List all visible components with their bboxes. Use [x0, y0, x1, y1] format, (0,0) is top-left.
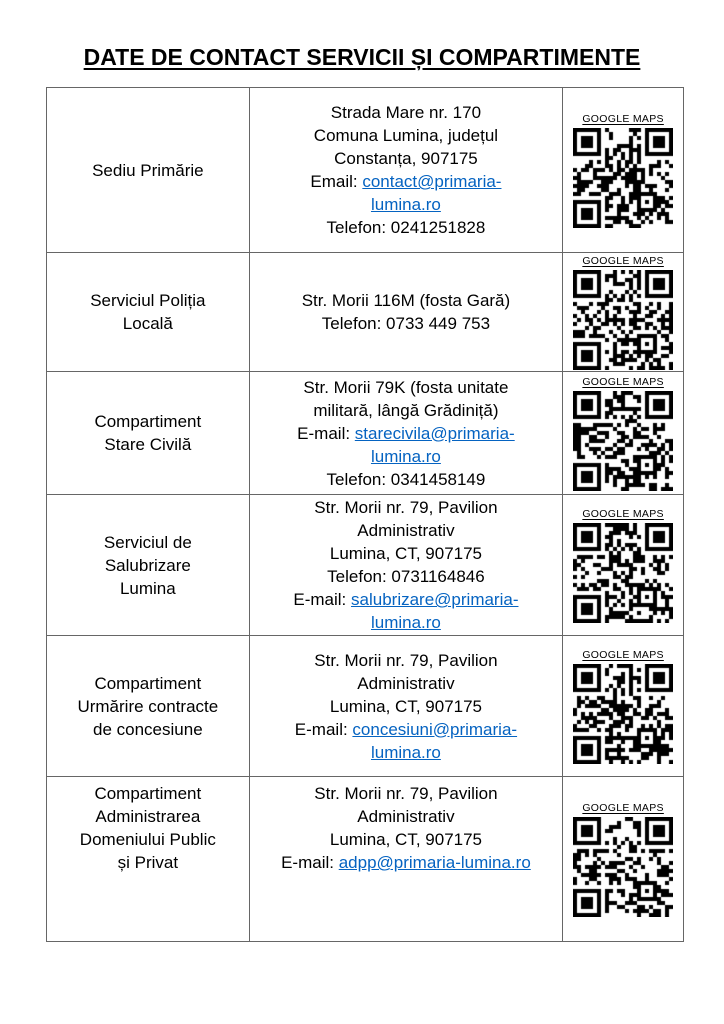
qr-code[interactable] — [573, 391, 673, 491]
contact-details-line — [371, 611, 441, 634]
google-maps-link[interactable]: GOOGLE MAPS — [582, 648, 664, 661]
contact-details-line — [314, 782, 497, 805]
contact-details-line — [314, 124, 498, 147]
contact-details-line — [330, 542, 482, 565]
email-link[interactable]: lumina.ro — [370, 195, 441, 214]
qr-code[interactable] — [573, 664, 673, 764]
service-name-line: Domeniului Public — [79, 830, 216, 849]
qr-code[interactable] — [573, 523, 673, 623]
contact-details-line — [314, 649, 497, 672]
service-name-cell — [47, 777, 250, 942]
service-name-line: Administrarea — [95, 807, 201, 826]
contact-details-line — [327, 216, 486, 239]
contact-text: Strada Mare nr. 170 — [330, 103, 482, 122]
table-row — [47, 372, 684, 495]
contact-details-cell — [250, 636, 564, 777]
service-name-line: Locală — [122, 314, 173, 333]
qr-code[interactable] — [573, 128, 673, 228]
contact-text: E-mail: — [293, 590, 352, 609]
contact-details-line — [330, 695, 482, 718]
email-link[interactable]: lumina.ro — [370, 742, 441, 762]
service-name-line: de concesiune — [93, 719, 203, 739]
contact-text: militară, lângă Grădiniță) — [313, 400, 499, 420]
contact-text: Str. Morii nr. 79, Pavilion — [314, 784, 498, 803]
email-link[interactable]: lumina.ro — [370, 446, 441, 466]
contact-text: E-mail: — [281, 853, 339, 872]
contact-details-cell — [250, 372, 564, 495]
table-row — [47, 777, 684, 942]
contact-text: Telefon: 0733 449 753 — [321, 314, 491, 333]
contact-text: Telefon: 0731164846 — [327, 567, 485, 586]
contact-details-cell — [250, 253, 564, 372]
contact-details-line — [357, 672, 454, 695]
table-row — [47, 253, 684, 372]
qr-cell — [563, 253, 684, 372]
email-link[interactable]: starecivila@primaria- — [354, 423, 515, 443]
contact-details-line — [303, 376, 508, 399]
google-maps-link[interactable]: GOOGLE MAPS — [582, 375, 664, 388]
contact-text: Email: — [310, 172, 363, 191]
table-row — [47, 636, 684, 777]
contact-text: Str. Morii 116M (fosta Gară) — [301, 291, 511, 310]
service-name-cell — [47, 88, 250, 253]
qr-cell — [563, 495, 684, 636]
service-name-line: Stare Civilă — [104, 435, 192, 454]
contact-details-cell — [250, 495, 564, 636]
contact-details-line — [302, 289, 510, 312]
google-maps-link[interactable]: GOOGLE MAPS — [582, 801, 664, 814]
contact-details-line — [293, 588, 518, 611]
email-link[interactable]: contact@primaria- — [362, 172, 502, 191]
contact-details-line — [357, 805, 454, 828]
contact-details-line — [357, 519, 454, 542]
qr-cell — [563, 777, 684, 942]
contact-details-line — [297, 422, 515, 445]
contact-text: Lumina, CT, 907175 — [329, 544, 483, 563]
contact-text: Lumina, CT, 907175 — [329, 830, 483, 849]
google-maps-link[interactable]: GOOGLE MAPS — [582, 507, 664, 520]
contact-text: Str. Morii nr. 79, Pavilion — [314, 650, 498, 670]
contact-text: E-mail: — [297, 423, 355, 443]
contact-details-line — [281, 851, 531, 874]
contact-text: Administrativ — [357, 521, 455, 540]
contact-details-line — [295, 718, 517, 741]
service-name-line: Serviciul Poliția — [90, 291, 206, 310]
contact-details-line — [327, 468, 486, 491]
qr-cell — [563, 88, 684, 253]
contact-text: Comuna Lumina, județul — [313, 126, 499, 145]
contact-details-line — [310, 170, 501, 193]
qr-cell — [563, 372, 684, 495]
contact-text: Telefon: 0241251828 — [326, 218, 486, 237]
contact-details-line — [313, 399, 498, 422]
contact-details-line — [330, 828, 482, 851]
contact-details-line — [334, 147, 478, 170]
contact-text: Constanța, 907175 — [334, 149, 478, 168]
service-name-line: Sediu Primărie — [92, 160, 204, 180]
service-name-line: Lumina — [119, 578, 176, 598]
service-name-line: Compartiment — [94, 784, 202, 803]
contact-details-line — [371, 445, 441, 468]
service-name-cell — [47, 253, 250, 372]
google-maps-link[interactable]: GOOGLE MAPS — [582, 112, 664, 125]
contact-details-line — [322, 312, 490, 335]
contact-details-line — [331, 101, 481, 124]
contact-table — [46, 87, 684, 942]
email-link[interactable]: salubrizare@primaria- — [351, 590, 519, 609]
email-link[interactable]: lumina.ro — [370, 613, 441, 632]
contact-text: E-mail: — [294, 719, 353, 739]
contact-text: Administrativ — [357, 807, 455, 826]
contact-text: Str. Morii nr. 79, Pavilion — [314, 498, 498, 517]
service-name-cell — [47, 372, 250, 495]
table-row — [47, 88, 684, 253]
contact-text: Str. Morii 79K (fosta unitate — [303, 377, 509, 397]
service-name-cell — [47, 495, 250, 636]
service-name-line: Compartiment — [94, 412, 202, 431]
service-name-line: Urmărire contracte — [77, 696, 219, 716]
google-maps-link[interactable]: GOOGLE MAPS — [582, 254, 664, 267]
contact-text: Telefon: 0341458149 — [326, 469, 486, 489]
qr-code[interactable] — [573, 817, 673, 917]
service-name-line: Serviciul de — [103, 532, 192, 552]
service-name-line: Salubrizare — [104, 555, 191, 575]
contact-details-line — [371, 741, 441, 764]
contact-details-cell — [250, 88, 564, 253]
qr-code[interactable] — [573, 270, 673, 370]
contact-details-line — [327, 565, 485, 588]
contact-details-line — [314, 496, 497, 519]
service-name-line: Compartiment — [94, 673, 202, 693]
page-title: DATE DE CONTACT SERVICII ȘI COMPARTIMENTE — [83, 44, 641, 70]
email-link[interactable]: adpp@primaria-lumina.ro — [338, 853, 531, 872]
service-name-line: și Privat — [117, 853, 179, 872]
contact-details-line — [371, 193, 441, 216]
contact-text: Lumina, CT, 907175 — [329, 696, 483, 716]
contact-details-cell — [250, 777, 564, 942]
table-row — [47, 495, 684, 636]
service-name-cell — [47, 636, 250, 777]
qr-cell — [563, 636, 684, 777]
contact-text: Administrativ — [357, 673, 455, 693]
email-link[interactable]: concesiuni@primaria- — [352, 719, 518, 739]
